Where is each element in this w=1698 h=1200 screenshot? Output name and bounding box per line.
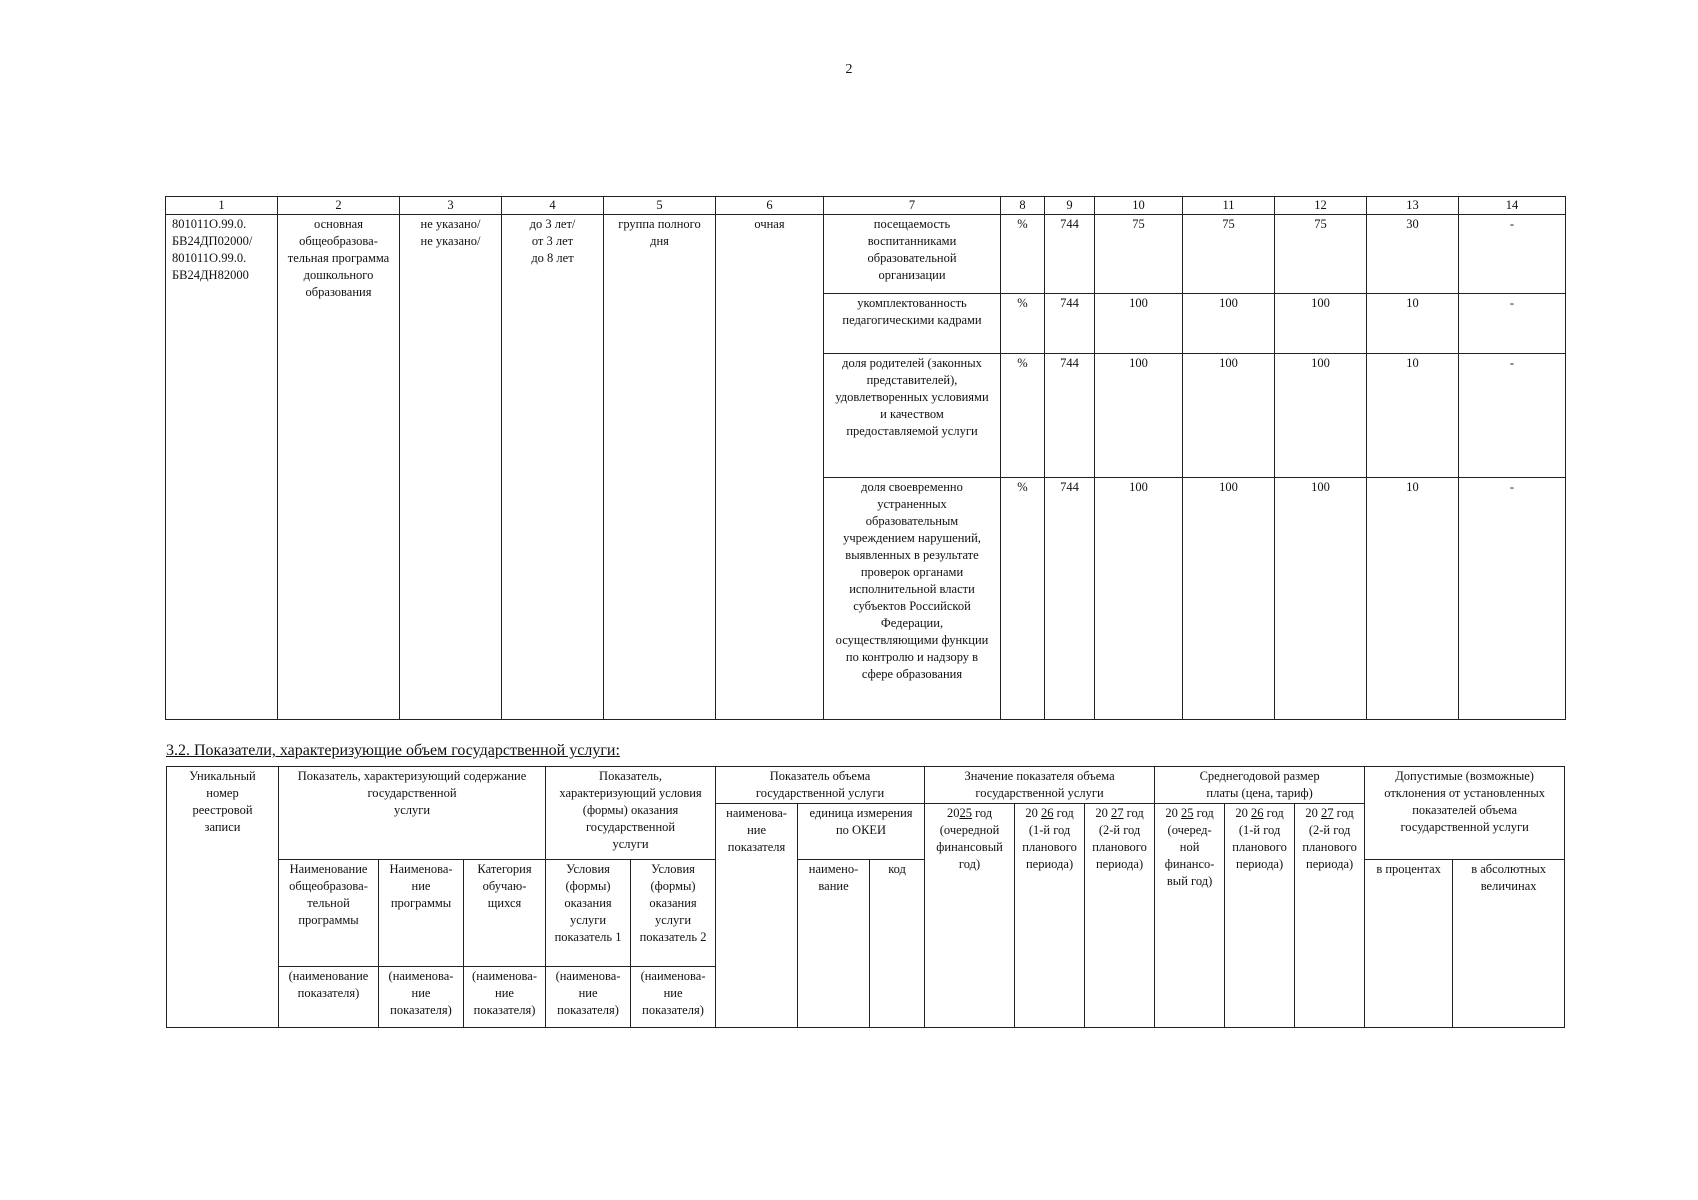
column-number-row [166, 197, 1566, 215]
condition-1-subheader: Условия (формы) оказания услуги показатель 1 [546, 860, 631, 967]
col-number: 14 [1459, 197, 1566, 215]
year-note: (2-й год планового периода) [1302, 823, 1357, 871]
year-prefix: 20 [1305, 806, 1318, 820]
value-2026: 100 [1183, 354, 1275, 478]
year-digits: 26 [1041, 806, 1054, 820]
value-2026: 100 [1183, 478, 1275, 720]
program-name: основная общеобразова- тельная программа дошкольного образования [278, 215, 400, 720]
col-number: 3 [400, 197, 502, 215]
year-suffix: год [1266, 806, 1284, 820]
registry-number: 801011О.99.0. БВ24ДП02000/ 801011О.99.0. БВ24ДН82000 [166, 215, 278, 720]
col-number: 11 [1183, 197, 1275, 215]
value-2027: 100 [1275, 294, 1367, 354]
col-number: 13 [1367, 197, 1459, 215]
year-note: (1-й год планового периода) [1022, 823, 1077, 871]
value-year-2027 [1085, 804, 1155, 1028]
year-suffix: год [975, 806, 993, 820]
quality-indicators-table [165, 196, 1566, 720]
okei-code: 744 [1045, 215, 1095, 294]
okei-code: 744 [1045, 354, 1095, 478]
value-2027: 100 [1275, 478, 1367, 720]
condition-2-subheader: Условия (формы) оказания услуги показатель 2 [631, 860, 716, 967]
volume-value-header: Значение показателя объема государственной услуги [925, 767, 1155, 804]
placeholder-cell: (наименование показателя) [279, 967, 379, 1028]
year-suffix: год [1056, 806, 1074, 820]
okei-unit-header: единица измерения по ОКЕИ [798, 804, 925, 860]
year-prefix: 20 [946, 806, 960, 820]
unit: % [1001, 215, 1045, 294]
value-2026: 100 [1183, 294, 1275, 354]
age-value: до 3 лет/ от 3 лет до 8 лет [502, 215, 604, 720]
registry-number-header: Уникальный номер реестровой записи [167, 767, 279, 1028]
year-suffix: год [1126, 806, 1144, 820]
volume-indicators-table [166, 766, 1565, 1028]
unit-code-subheader: код [870, 860, 925, 1028]
okei-code: 744 [1045, 294, 1095, 354]
indicator-name: посещаемость воспитанниками образовательной организации [824, 215, 1001, 294]
year-digits: 26 [1251, 806, 1264, 820]
form-value: очная [716, 215, 824, 720]
indicator-name-header: наименова- ние показателя [716, 804, 798, 1028]
program-name-subheader: Наименование общеобразова- тельной программы [279, 860, 379, 967]
naming-program-subheader: Наименова- ние программы [379, 860, 464, 967]
col3-value: не указано/ не указано/ [400, 215, 502, 720]
year-note: (очеред- ной финансо- вый год) [1164, 823, 1215, 888]
year-digits: 25 [1181, 806, 1194, 820]
fee-year-2025 [1155, 804, 1225, 1028]
value-2025: 75 [1095, 215, 1183, 294]
deviation-percent: 10 [1367, 294, 1459, 354]
value-year-2026 [1015, 804, 1085, 1028]
col-number: 10 [1095, 197, 1183, 215]
value-2025: 100 [1095, 294, 1183, 354]
in-percent-subheader: в процентах [1365, 860, 1453, 1028]
deviation-absolute: - [1459, 354, 1566, 478]
col-number: 8 [1001, 197, 1045, 215]
avg-fee-header: Среднегодовой размер платы (цена, тариф) [1155, 767, 1365, 804]
year-suffix: год [1196, 806, 1214, 820]
deviation-percent: 30 [1367, 215, 1459, 294]
placeholder-cell: (наименова- ние показателя) [464, 967, 546, 1028]
year-prefix: 20 [1025, 806, 1038, 820]
deviation-absolute: - [1459, 215, 1566, 294]
col-number: 9 [1045, 197, 1095, 215]
content-indicator-header: Показатель, характеризующий содержание государственной услуги [279, 767, 546, 860]
deviation-percent: 10 [1367, 354, 1459, 478]
header-row-1 [167, 767, 1565, 804]
fee-year-2027 [1295, 804, 1365, 1028]
group-value: группа полного дня [604, 215, 716, 720]
year-note: (1-й год планового периода) [1232, 823, 1287, 871]
value-2027: 75 [1275, 215, 1367, 294]
placeholder-cell: (наименова- ние показателя) [631, 967, 716, 1028]
year-digits: 27 [1321, 806, 1334, 820]
col-number: 2 [278, 197, 400, 215]
value-year-2025 [925, 804, 1015, 1028]
placeholder-cell: (наименова- ние показателя) [379, 967, 464, 1028]
year-digits: 25 [959, 806, 972, 820]
year-prefix: 20 [1095, 806, 1108, 820]
section-title: 3.2. Показатели, характеризующие объем государственной услуги: [166, 742, 620, 759]
deviation-percent: 10 [1367, 478, 1459, 720]
col-number: 7 [824, 197, 1001, 215]
volume-indicator-header: Показатель объема государственной услуги [716, 767, 925, 804]
value-2026: 75 [1183, 215, 1275, 294]
year-note: (2-й год планового периода) [1092, 823, 1147, 871]
value-2025: 100 [1095, 478, 1183, 720]
value-2027: 100 [1275, 354, 1367, 478]
value-2025: 100 [1095, 354, 1183, 478]
conditions-indicator-header: Показатель, характеризующий условия (формы) оказания государственной услуги [546, 767, 716, 860]
deviations-header: Допустимые (возможные) отклонения от установленных показателей объема государственной услуги [1365, 767, 1565, 860]
in-absolute-subheader: в абсолютных величинах [1453, 860, 1565, 1028]
category-subheader: Категория обучаю- щихся [464, 860, 546, 967]
year-prefix: 20 [1165, 806, 1178, 820]
col-number: 12 [1275, 197, 1367, 215]
indicator-name: укомплектованность педагогическими кадрами [824, 294, 1001, 354]
okei-code: 744 [1045, 478, 1095, 720]
indicator-name: доля родителей (законных представителей), удовлетворенных условиями и качеством предоставляемой услуги [824, 354, 1001, 478]
col-number: 1 [166, 197, 278, 215]
year-suffix: год [1336, 806, 1354, 820]
col-number: 6 [716, 197, 824, 215]
placeholder-cell: (наименова- ние показателя) [546, 967, 631, 1028]
indicator-name: доля своевременно устраненных образовательным учреждением нарушений, выявленных в результате проверок органами исполнительной власти субъектов Российской Федерации, осуществляющими функции по контролю и надзору в сфере образования [824, 478, 1001, 720]
year-prefix: 20 [1235, 806, 1248, 820]
deviation-absolute: - [1459, 478, 1566, 720]
unit: % [1001, 354, 1045, 478]
year-digits: 27 [1111, 806, 1124, 820]
year-note: (очередной финансовый год) [936, 823, 1003, 871]
col-number: 4 [502, 197, 604, 215]
page-number: 2 [845, 62, 853, 77]
table-row [166, 215, 1566, 294]
fee-year-2026 [1225, 804, 1295, 1028]
unit: % [1001, 478, 1045, 720]
deviation-absolute: - [1459, 294, 1566, 354]
unit-name-subheader: наимено- вание [798, 860, 870, 1028]
unit: % [1001, 294, 1045, 354]
col-number: 5 [604, 197, 716, 215]
